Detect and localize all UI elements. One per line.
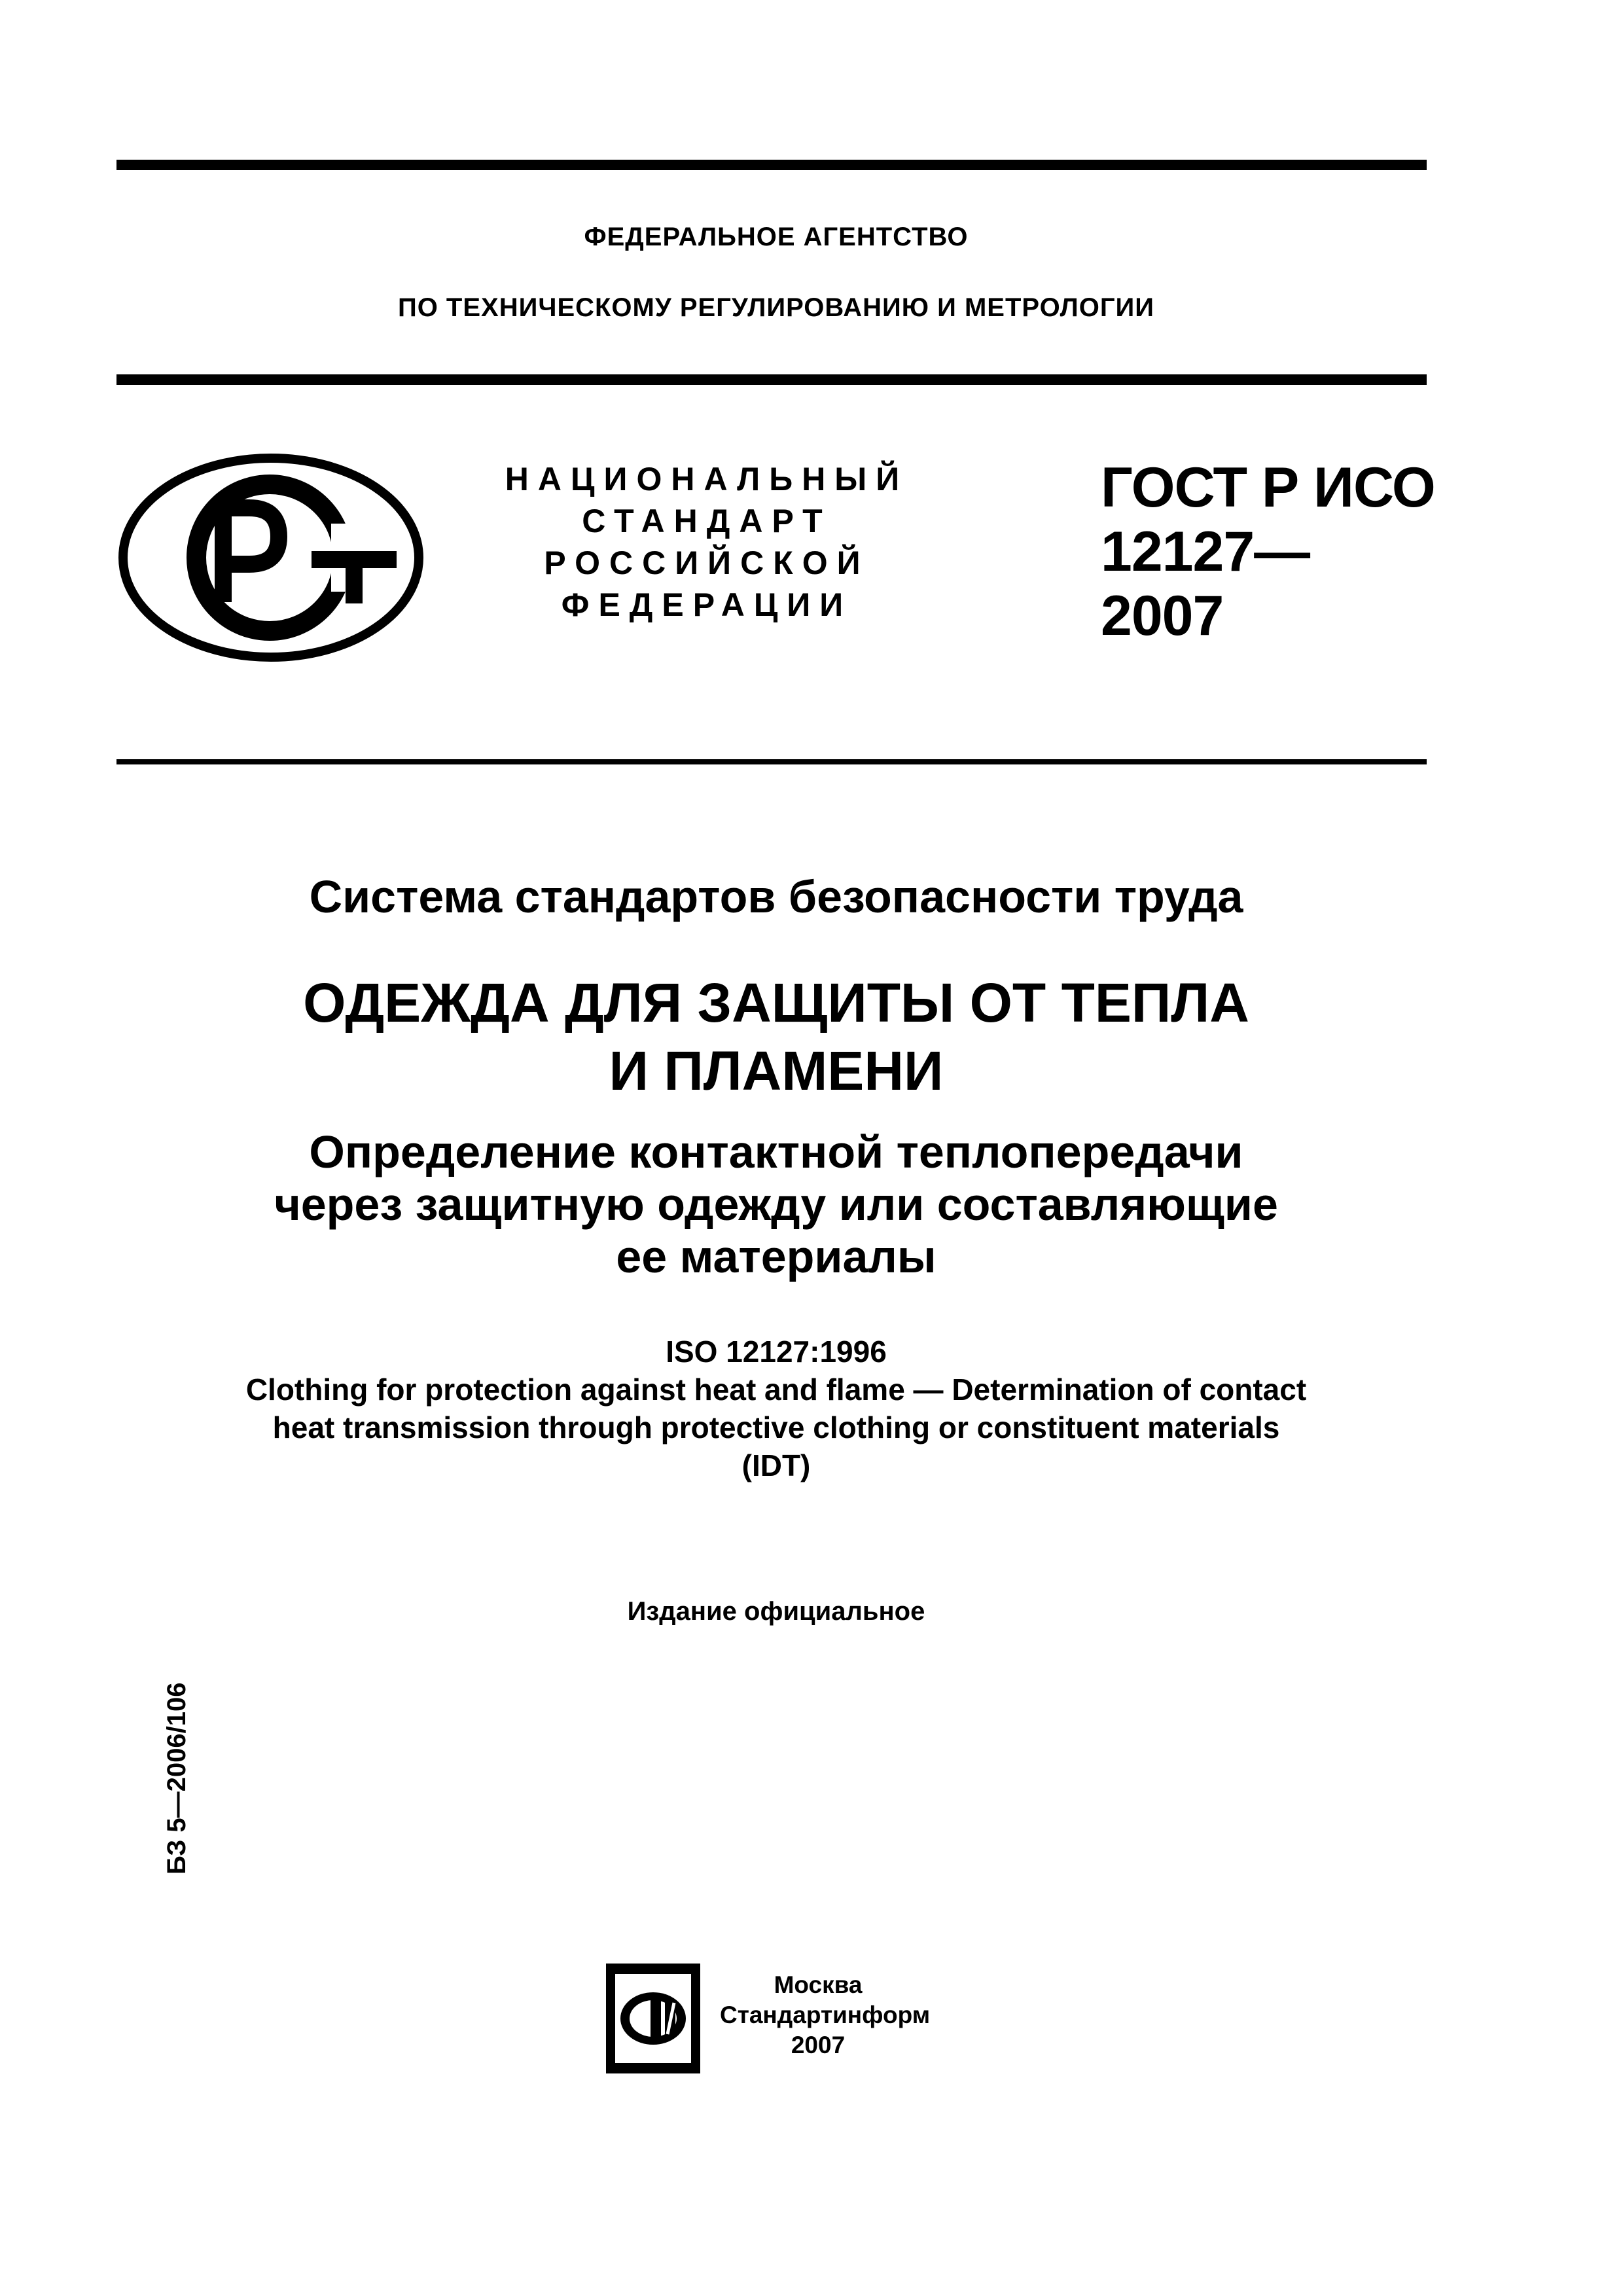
iso-code: ISO 12127:1996 bbox=[666, 1335, 887, 1369]
standard-code bbox=[1101, 456, 1467, 648]
side-code: БЗ 5—2006/106 bbox=[162, 1682, 191, 1874]
standard-code-line1: ГОСТ Р ИСО bbox=[1101, 456, 1435, 519]
national-standard-title bbox=[471, 458, 942, 626]
publisher-name: Стандартинформ bbox=[720, 2001, 931, 2028]
publisher-city: Москва bbox=[774, 1971, 863, 1998]
agency-name-line2: ПО ТЕХНИЧЕСКОМУ РЕГУЛИРОВАНИЮ И МЕТРОЛОГИИ bbox=[397, 293, 1155, 322]
publisher-info bbox=[720, 1970, 931, 2060]
iso-equivalence: (IDT) bbox=[741, 1448, 811, 1482]
standard-code-line2: 12127— bbox=[1101, 520, 1310, 583]
main-title-line2: И ПЛАМЕНИ bbox=[609, 1040, 944, 1102]
standard-code-line3: 2007 bbox=[1101, 584, 1224, 647]
subtitle-line3: ее материалы bbox=[616, 1231, 936, 1282]
middle-rule bbox=[116, 759, 1427, 764]
edition-label: Издание официальное bbox=[627, 1597, 925, 1626]
national-standard-line: СТАНДАРТ bbox=[582, 503, 832, 539]
series-title: Система стандартов безопасности труда bbox=[309, 871, 1243, 922]
iso-title-line2: heat transmission through protective clothing or constituent materials bbox=[272, 1410, 1280, 1444]
national-standard-line: НАЦИОНАЛЬНЫЙ bbox=[505, 461, 909, 497]
national-standard-line: ФЕДЕРАЦИИ bbox=[561, 586, 853, 623]
subtitle-line2: через защитную одежду или составляющие bbox=[274, 1179, 1278, 1230]
agency-name-line1: ФЕДЕРАЛЬНОЕ АГЕНТСТВО bbox=[584, 223, 969, 251]
standartinform-logo-icon bbox=[602, 1961, 704, 2076]
iso-title-line1: Clothing for protection against heat and flame — Determination of contact bbox=[245, 1372, 1307, 1407]
iso-reference bbox=[0, 1333, 1552, 1484]
publisher-year: 2007 bbox=[791, 2032, 846, 2058]
main-title bbox=[0, 969, 1552, 1105]
subtitle-line1: Определение контактной теплопередачи bbox=[309, 1126, 1243, 1177]
gost-r-logo-icon bbox=[115, 452, 427, 664]
subtitle bbox=[0, 1126, 1552, 1283]
national-standard-line: РОССИЙСКОЙ bbox=[544, 545, 870, 581]
main-title-line1: ОДЕЖДА ДЛЯ ЗАЩИТЫ ОТ ТЕПЛА bbox=[303, 972, 1249, 1033]
top-rule-2 bbox=[116, 374, 1427, 385]
top-rule-1 bbox=[116, 160, 1427, 170]
